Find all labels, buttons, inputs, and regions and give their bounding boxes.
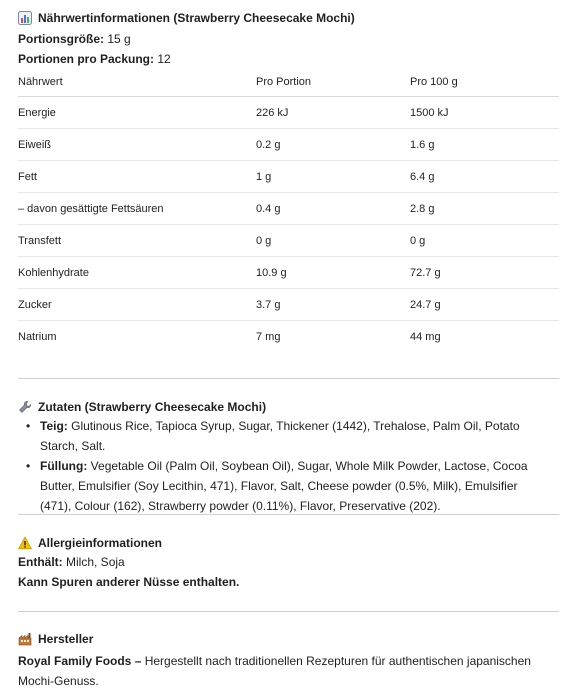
section-divider	[18, 514, 559, 515]
factory-icon	[18, 632, 32, 646]
per-100g-value: 0 g	[410, 225, 559, 257]
per-portion-value: 1 g	[256, 161, 410, 193]
column-header-per-portion: Pro Portion	[256, 68, 410, 97]
manufacturer-text: Hergestellt nach traditionellen Rezepturen für authentischen japanischen Mochi-Genuss.	[18, 654, 531, 688]
per-portion-value: 0.4 g	[256, 193, 410, 225]
table-row	[18, 193, 559, 225]
warning-icon	[18, 536, 32, 550]
section-divider	[18, 611, 559, 612]
per-portion-value: 226 kJ	[256, 97, 410, 129]
ingredient-group-text: Vegetable Oil (Palm Oil, Soybean Oil), Sugar, Whole Milk Powder, Lactose, Cocoa Butter, Emulsifier (Soy Lecithin, 471), Flavor, Salt, Cheese powder (0.5%, Milk), Emulsifier (471), Colour (162), Strawberry powder (0.11%), Flavor, Preservative (202).	[40, 459, 528, 513]
column-header-nutrient: Nährwert	[18, 68, 256, 97]
servings-per-pack-label: Portionen pro Packung:	[18, 52, 155, 66]
per-100g-value: 2.8 g	[410, 193, 559, 225]
column-header-per-100g: Pro 100 g	[410, 68, 559, 97]
servings-per-pack	[18, 50, 171, 69]
table-row	[18, 225, 559, 257]
nutrient-name: Fett	[18, 161, 256, 193]
allergy-contains-value: Milch, Soja	[66, 555, 125, 569]
serving-size-label: Portionsgröße:	[18, 32, 104, 46]
servings-per-pack-value: 12	[157, 52, 171, 66]
nutrient-name: Zucker	[18, 289, 256, 321]
table-row	[18, 257, 559, 289]
table-row	[18, 97, 559, 129]
manufacturer-title: Hersteller	[38, 632, 94, 646]
manufacturer-heading	[18, 632, 93, 646]
manufacturer-name: Royal Family Foods	[18, 654, 132, 668]
per-portion-value: 0 g	[256, 225, 410, 257]
manufacturer-description	[18, 651, 548, 691]
per-100g-value: 6.4 g	[410, 161, 559, 193]
per-portion-value: 7 mg	[256, 330, 281, 343]
ingredients-heading	[18, 400, 266, 414]
per-100g-value: 44 mg	[410, 330, 441, 343]
serving-size	[18, 30, 131, 49]
allergy-title: Allergieinformationen	[38, 536, 163, 550]
list-item	[40, 456, 548, 516]
nutrient-name: Natrium	[18, 330, 57, 343]
table-row	[18, 321, 559, 353]
ingredients-list	[18, 416, 548, 516]
bar-chart-icon	[18, 11, 32, 25]
ingredients-title: Zutaten (Strawberry Cheesecake Mochi)	[38, 400, 267, 414]
nutrient-name: Eiweiß	[18, 129, 256, 161]
section-divider	[18, 378, 559, 379]
ingredient-group-text: Glutinous Rice, Tapioca Syrup, Sugar, Thickener (1442), Trehalose, Palm Oil, Potato Starch, Salt.	[40, 419, 520, 453]
per-100g-value: 1500 kJ	[410, 97, 559, 129]
ingredient-group-label: Teig:	[40, 419, 68, 433]
manufacturer-dash: –	[131, 654, 145, 668]
per-portion-value: 3.7 g	[256, 289, 410, 321]
per-100g-value: 24.7 g	[410, 289, 559, 321]
per-100g-value: 1.6 g	[410, 129, 559, 161]
nutrition-table	[18, 68, 559, 352]
table-row	[18, 129, 559, 161]
per-portion-value: 10.9 g	[256, 257, 410, 289]
per-100g-value: 72.7 g	[410, 257, 559, 289]
nutrition-title: Nährwertinformationen (Strawberry Cheesecake Mochi)	[38, 11, 355, 25]
per-portion-value: 0.2 g	[256, 129, 410, 161]
nutrient-name: Transfett	[18, 225, 256, 257]
allergy-trace-warning: Kann Spuren anderer Nüsse enthalten.	[18, 575, 240, 589]
wrench-icon	[18, 400, 32, 414]
table-row	[18, 289, 559, 321]
nutrient-name: Kohlenhydrate	[18, 257, 256, 289]
allergy-contains	[18, 553, 125, 572]
allergy-heading	[18, 536, 162, 550]
nutrition-heading	[18, 11, 355, 25]
nutrient-name: – davon gesättigte Fettsäuren	[18, 193, 256, 225]
serving-size-value: 15 g	[107, 32, 131, 46]
list-item	[40, 416, 548, 456]
table-row	[18, 161, 559, 193]
nutrition-table-header	[18, 68, 559, 97]
ingredient-group-label: Füllung:	[40, 459, 88, 473]
nutrient-name: Energie	[18, 97, 256, 129]
allergy-contains-label: Enthält:	[18, 555, 63, 569]
